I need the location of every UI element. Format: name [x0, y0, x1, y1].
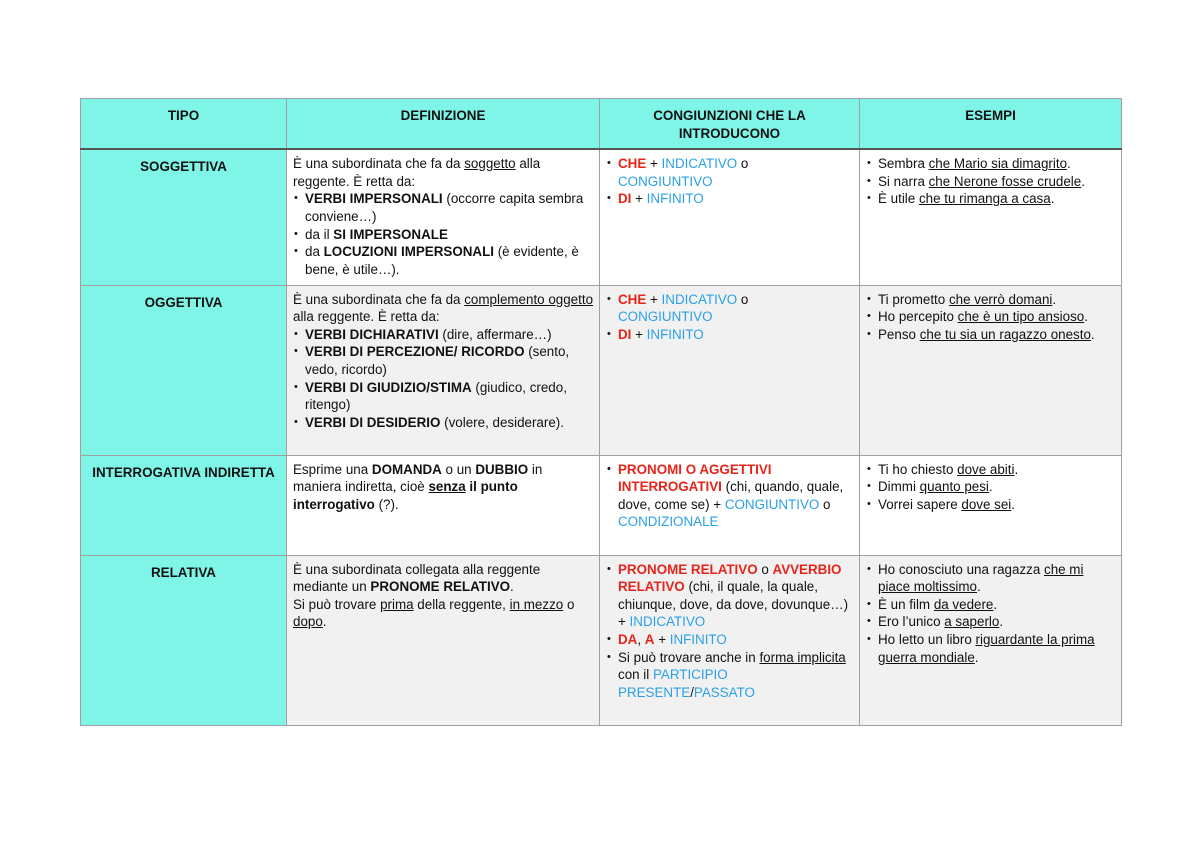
list-item	[293, 243, 593, 278]
header-tipo: TIPO	[81, 99, 287, 150]
ex-underline: quanto pesi	[919, 479, 989, 495]
tipo-cell: OGGETTIVA	[81, 285, 287, 455]
def-text: (è evidente, è bene, è utile…).	[305, 244, 579, 277]
ex-text: .	[999, 614, 1004, 630]
cong-underline: forma implicita	[759, 649, 846, 665]
bold-term: SI IMPERSONALE	[333, 226, 448, 242]
ex-underline: che Nerone fosse crudele	[928, 173, 1082, 189]
blue-term: INFINITO	[646, 191, 704, 207]
header-congiunzioni: CONGIUNZIONI CHE LA INTRODUCONO	[600, 99, 860, 150]
ex-underline: che è un tipo ansioso	[957, 309, 1085, 325]
blue-term: INDICATIVO	[661, 291, 738, 307]
ex-text: Dimmi	[878, 479, 920, 495]
bold-term: VERBI DI GIUDIZIO/STIMA	[305, 379, 472, 395]
list-item	[866, 631, 1115, 666]
esempi-cell	[860, 285, 1122, 455]
list-item	[606, 155, 853, 190]
list-item	[866, 596, 1115, 614]
def-underline: soggetto	[464, 156, 516, 172]
ex-underline: riguardante la prima guerra mondiale	[878, 632, 1095, 665]
list-item	[866, 461, 1115, 479]
esempi-list	[866, 461, 1115, 514]
bold-term: VERBI DICHIARATIVI	[305, 326, 439, 342]
def-text: .	[322, 614, 327, 630]
congiunzioni-cell	[600, 455, 860, 555]
cong-list	[606, 155, 853, 208]
list-item	[606, 326, 853, 344]
red-term: DA	[618, 632, 638, 648]
blue-term: INFINITO	[669, 632, 727, 648]
def-text: Si può trovare	[293, 596, 381, 612]
definizione-cell	[287, 455, 600, 555]
def-text: o un	[441, 461, 476, 477]
blue-term: INDICATIVO	[629, 614, 706, 630]
def-text: o	[563, 596, 575, 612]
subordinate-table	[80, 98, 1122, 726]
ex-text: .	[1081, 173, 1085, 189]
bold-term: DUBBIO	[475, 461, 529, 477]
def-text: alla reggente. È retta da:	[293, 156, 541, 189]
def-text: alla reggente. È retta da:	[293, 309, 440, 325]
ex-text: .	[988, 479, 993, 495]
list-item	[293, 190, 593, 225]
bold-term: LOCUZIONI IMPERSONALI	[323, 244, 494, 260]
red-term: CHE	[618, 291, 647, 307]
ex-text: .	[974, 649, 979, 665]
def-text: (occorre capita sembra conviene…)	[305, 191, 584, 224]
list-item	[866, 561, 1115, 596]
ex-text: Vorrei sapere	[878, 496, 962, 512]
ex-text: .	[1050, 191, 1055, 207]
bold-underline-term: senza	[428, 479, 466, 495]
ex-text: .	[1067, 156, 1071, 172]
list-item	[866, 173, 1115, 191]
bold-term: VERBI DI PERCEZIONE/ RICORDO	[305, 344, 525, 360]
ex-text: Si narra	[878, 173, 929, 189]
ex-text: .	[1011, 496, 1015, 512]
ex-text: .	[1084, 309, 1088, 325]
def-underline: complemento oggetto	[464, 291, 594, 307]
ex-text: .	[993, 596, 998, 612]
def-text: in maniera indiretta, cioè	[293, 461, 543, 495]
bold-term: VERBI DI DESIDERIO	[305, 414, 441, 430]
table-row-soggettiva	[81, 149, 1122, 285]
blue-term: CONDIZIONALE	[618, 514, 719, 530]
def-text: da	[305, 244, 324, 260]
def-list	[293, 326, 593, 432]
list-item	[866, 155, 1115, 173]
red-term: DI	[618, 326, 632, 342]
ex-text: Ti prometto	[878, 291, 949, 307]
red-term: DI	[618, 191, 632, 207]
blue-term: PARTICIPIO PRESENTE	[618, 667, 728, 700]
cong-text: o	[737, 156, 749, 172]
def-text: (giudico, credo, ritengo)	[305, 379, 567, 413]
table-row-interrogativa	[81, 455, 1122, 555]
list-item	[606, 561, 853, 631]
list-item	[293, 326, 593, 344]
blue-term: INDICATIVO	[661, 156, 738, 172]
list-item	[293, 226, 593, 244]
list-item	[866, 478, 1115, 496]
red-term: PRONOMI O AGGETTIVI INTERROGATIVI	[618, 461, 772, 495]
esempi-cell	[860, 149, 1122, 285]
esempi-cell	[860, 455, 1122, 555]
cong-text: (chi, quando, quale, dove, come se) +	[618, 479, 844, 512]
ex-text: .	[976, 579, 981, 595]
ex-text: È un film	[878, 596, 934, 612]
congiunzioni-cell	[600, 149, 860, 285]
list-item	[866, 326, 1115, 344]
list-item	[606, 649, 853, 702]
definizione-cell	[287, 555, 600, 725]
def-text: da il	[305, 226, 334, 242]
ex-text: Sembra	[878, 156, 929, 172]
cong-text: +	[654, 632, 670, 648]
esempi-cell	[860, 555, 1122, 725]
bold-term: VERBI IMPERSONALI	[305, 191, 443, 207]
header-esempi: ESEMPI	[860, 99, 1122, 150]
cong-text: con il	[618, 667, 653, 683]
list-item	[606, 631, 853, 649]
table-row-oggettiva	[81, 285, 1122, 455]
cong-list	[606, 461, 853, 531]
def-text: È una subordinata che fa da	[293, 291, 465, 307]
ex-text: Ti ho chiesto	[878, 461, 958, 477]
bold-term: DOMANDA	[371, 461, 442, 477]
ex-text: Ero l’unico	[878, 614, 945, 630]
def-text: (?).	[374, 496, 399, 512]
header-definizione: DEFINIZIONE	[287, 99, 600, 150]
list-item	[866, 496, 1115, 514]
def-underline: dopo	[293, 614, 323, 630]
ex-underline: dove sei	[961, 496, 1012, 512]
ex-text: È utile	[878, 191, 919, 207]
cong-text: o	[757, 561, 773, 577]
esempi-list	[866, 561, 1115, 667]
def-text: .	[510, 579, 514, 595]
ex-underline: a saperlo	[944, 614, 1000, 630]
ex-underline: che verrò domani	[948, 291, 1053, 307]
cong-text: (chi, il quale, la quale, chiunque, dove, da dove, dovunque…) +	[618, 579, 849, 630]
def-text: (sento, vedo, ricordo)	[305, 344, 570, 378]
ex-underline: dove abiti	[957, 461, 1015, 477]
list-item	[866, 613, 1115, 631]
ex-underline: da vedere	[933, 596, 994, 612]
cong-text: +	[646, 291, 662, 307]
cong-text: +	[646, 156, 662, 172]
esempi-list	[866, 155, 1115, 208]
red-term: AVVERBIO RELATIVO	[618, 561, 842, 595]
ex-text: Penso	[878, 326, 920, 342]
blue-term: PASSATO	[693, 684, 755, 700]
ex-underline: che mi piace moltissimo	[878, 561, 1084, 595]
red-term: CHE	[618, 156, 647, 172]
def-text: della reggente,	[413, 596, 510, 612]
table-row-relativa	[81, 555, 1122, 725]
def-text: È una subordinata collegata alla reggente mediante un	[293, 561, 541, 595]
def-underline: prima	[380, 596, 414, 612]
list-item	[866, 308, 1115, 326]
tipo-cell: INTERROGATIVA INDIRETTA	[81, 455, 287, 555]
list-item	[606, 461, 853, 531]
bold-term: il punto interrogativo	[293, 479, 518, 512]
list-item	[866, 291, 1115, 309]
header-row	[81, 99, 1122, 150]
cong-text: o	[737, 291, 749, 307]
cong-text: o	[819, 496, 831, 512]
def-text: (dire, affermare…)	[438, 326, 552, 342]
ex-underline: che tu rimanga a casa	[918, 191, 1051, 207]
cong-text: +	[631, 326, 647, 342]
cong-text: Si può trovare anche in	[618, 649, 760, 665]
ex-underline: che Mario sia dimagrito	[928, 156, 1068, 172]
definizione-cell	[287, 285, 600, 455]
tipo-cell: RELATIVA	[81, 555, 287, 725]
ex-text: .	[1014, 461, 1019, 477]
blue-term: CONGIUNTIVO	[618, 173, 713, 189]
ex-text: Ho conosciuto una ragazza	[878, 561, 1044, 577]
list-item	[606, 291, 853, 326]
cong-text: /	[690, 684, 694, 700]
definizione-cell	[287, 149, 600, 285]
list-item	[606, 190, 853, 208]
blue-term: CONGIUNTIVO	[618, 309, 713, 325]
tipo-cell: SOGGETTIVA	[81, 149, 287, 285]
list-item	[293, 343, 593, 378]
ex-text: .	[1090, 326, 1095, 342]
cong-text: +	[631, 191, 647, 207]
ex-text: .	[1052, 291, 1057, 307]
congiunzioni-cell	[600, 555, 860, 725]
list-item	[293, 379, 593, 414]
blue-term: INFINITO	[646, 326, 704, 342]
esempi-list	[866, 291, 1115, 344]
cong-list	[606, 561, 853, 702]
def-list	[293, 190, 593, 278]
ex-underline: che tu sia un ragazzo onesto	[919, 326, 1091, 342]
list-item	[293, 414, 593, 432]
red-term: A	[644, 632, 655, 648]
cong-list	[606, 291, 853, 344]
bold-term: PRONOME RELATIVO	[370, 579, 511, 595]
ex-text: Ho letto un libro	[878, 632, 976, 648]
def-text: Esprime una	[293, 461, 372, 477]
def-text: (volere, desiderare).	[440, 414, 564, 430]
congiunzioni-cell	[600, 285, 860, 455]
def-underline: in mezzo	[509, 596, 564, 612]
red-term: PRONOME RELATIVO	[618, 561, 758, 577]
cong-text: ,	[637, 632, 645, 648]
blue-term: CONGIUNTIVO	[724, 496, 820, 512]
ex-text: Ho percepito	[878, 309, 958, 325]
list-item	[866, 190, 1115, 208]
def-text: È una subordinata che fa da	[293, 156, 465, 172]
